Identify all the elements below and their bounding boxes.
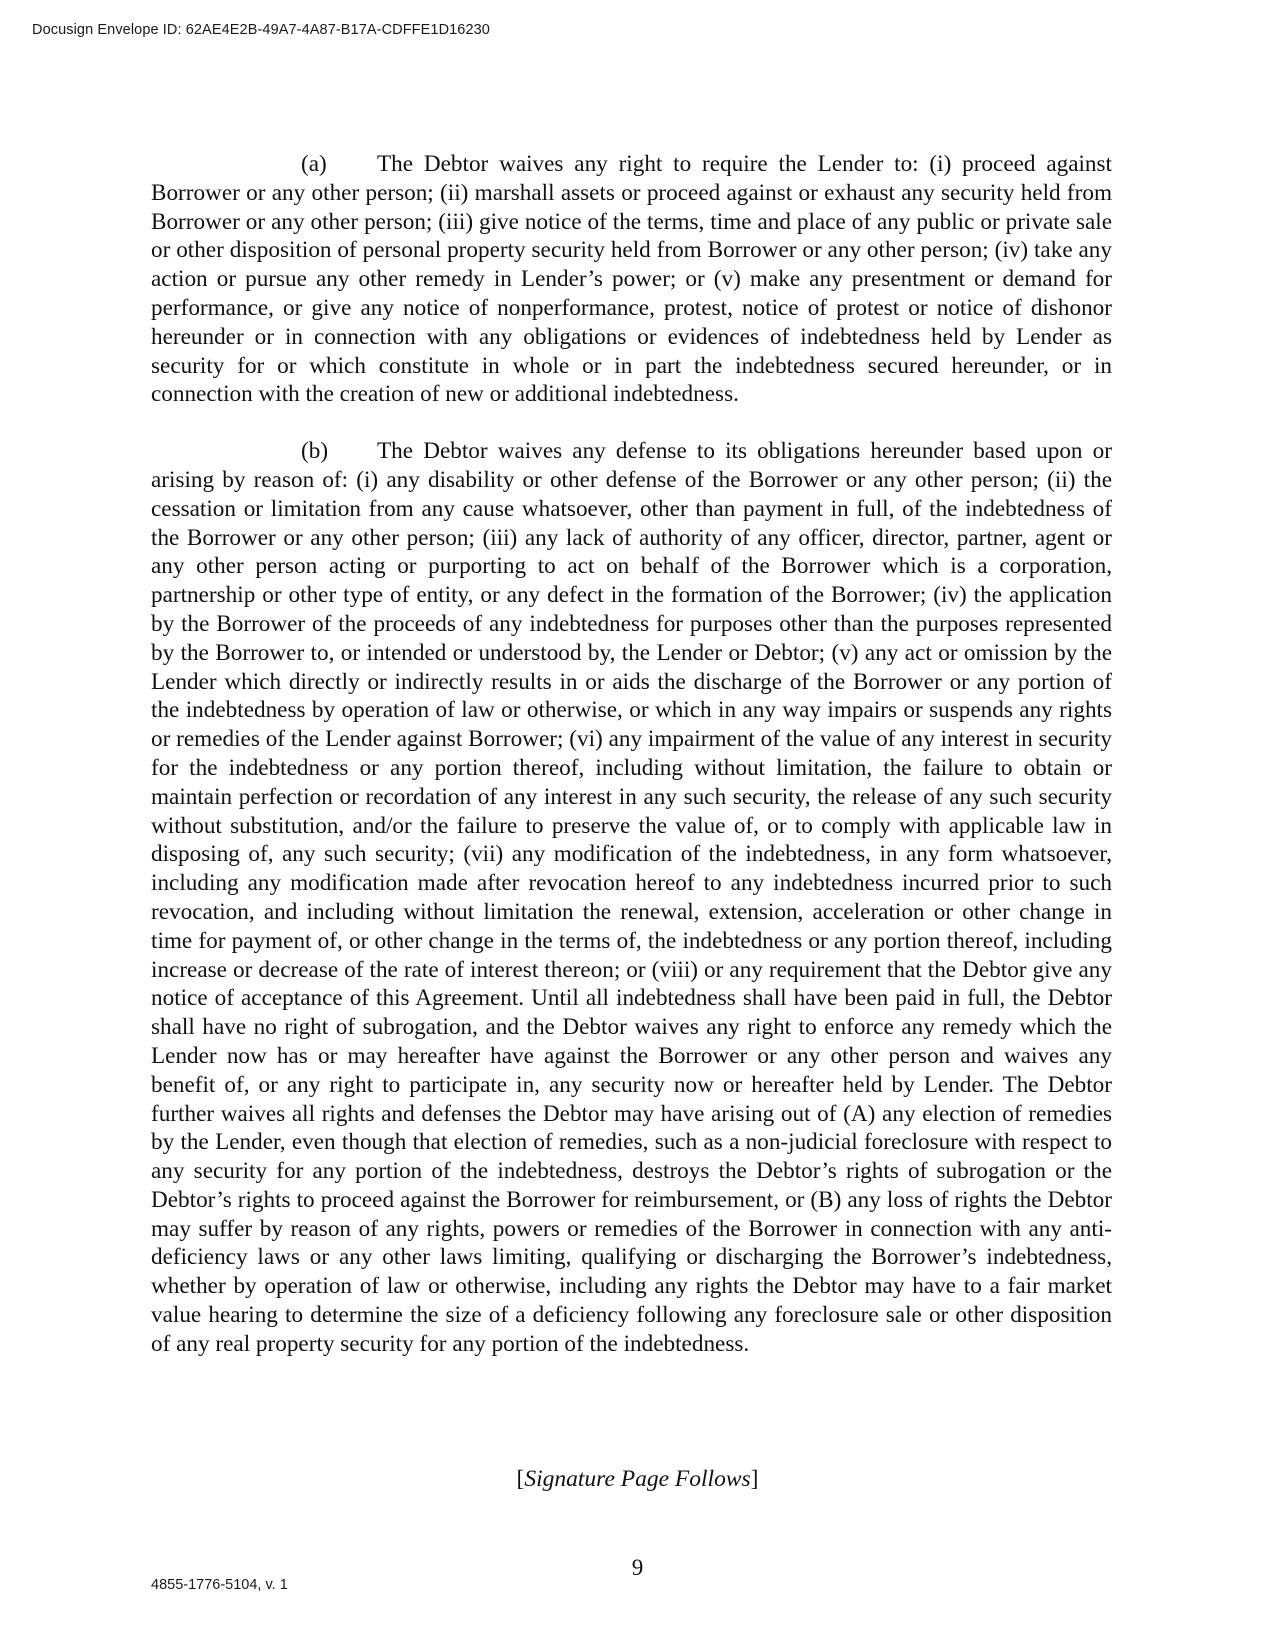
- document-body: [151, 150, 1112, 1359]
- paragraph-a: [151, 150, 1112, 409]
- signature-note-text: Signature Page Follows: [524, 1466, 751, 1492]
- paragraph-label: (a): [301, 151, 327, 177]
- close-bracket: ]: [750, 1466, 759, 1492]
- page-number: 9: [631, 1555, 644, 1580]
- paragraph-b: [151, 437, 1112, 1359]
- envelope-id: Docusign Envelope ID: 62AE4E2B-49A7-4A87-B17A-CDFFE1D16230: [32, 22, 490, 38]
- paragraph-text: The Debtor waives any right to require the Lender to: (i) proceed against Borrower or any other person; (ii) marshall assets or proceed against or exhaust any security held from Borrower or any other person; (iii) give notice of the terms, time and place of any public or private sale or other disposition of personal property security held from Borrower or any other person; (iv) take any action or pursue any other remedy in Lender’s power; or (v) make any presentment or demand for performance, or give any notice of nonperformance, protest, notice of protest or notice of dishonor hereunder or in connection with any obligations or evidences of indebtedness held by Lender as security for or which constitute in whole or in part the indebtedness secured hereunder, or in connection with the creation of new or additional indebtedness.: [151, 151, 1112, 408]
- paragraph-label: (b): [301, 438, 329, 465]
- document-id: 4855-1776-5104, v. 1: [151, 1577, 288, 1593]
- open-bracket: [: [516, 1466, 525, 1492]
- signature-page-follows: [0, 1466, 1275, 1493]
- paragraph-text: The Debtor waives any defense to its obligations hereunder based upon or arising by reason of: (i) any disability or other defense of the Borrower or any other person; (ii) the cessation or limitation from any cause whatsoever, other than payment in full, of the indebtedness of the Borrower or any other person; (iii) any lack of authority of any officer, director, partner, agent or any other person acting or purporting to act on behalf of the Borrower which is a corporation, partnership or other type of entity, or any defect in the formation of the Borrower; (iv) the application by the Borrower of the proceeds of any indebtedness for purposes other than the purposes represented by the Borrower to, or intended or understood by, the Lender or Debtor; (v) any act or omission by the Lender which directly or indirectly results in or aids the discharge of the Borrower or any portion of the indebtedness by operation of law or otherwise, or which in any way impairs or suspends any rights or remedies of the Lender against Borrower; (vi) any impairment of the value of any interest in security for the indebtedness or any portion thereof, including without limitation, the failure to obtain or maintain perfection or recordation of any interest in any such security, the release of any such security without substitution, and/or the failure to preserve the value of, or to comply with applicable law in disposing of, any such security; (vii) any modification of the indebtedness, in any form whatsoever, including any modification made after revocation hereof to any indebtedness incurred prior to such revocation, and including without limitation the renewal, extension, acceleration or other change in time for payment of, or other change in the terms of, the indebtedness or any portion thereof, including increase or decrease of the rate of interest thereon; or (viii) or any requirement that the Debtor give any notice of acceptance of this Agreement. Until all indebtedness shall have been paid in full, the Debtor shall have no right of subrogation, and the Debtor waives any right to enforce any remedy which the Lender now has or may hereafter have against the Borrower or any other person and waives any benefit of, or any right to participate in, any security now or hereafter held by Lender. The Debtor further waives all rights and defenses the Debtor may have arising out of (A) any election of remedies by the Lender, even though that election of remedies, such as a non-judicial foreclosure with respect to any security for any portion of the indebtedness, destroys the Debtor’s rights of subrogation or the Debtor’s rights to proceed against the Borrower for reimbursement, or (B) any loss of rights the Debtor may suffer by reason of any rights, powers or remedies of the Borrower in connection with any anti-deficiency laws or any other laws limiting, qualifying or discharging the Borrower’s indebtedness, whether by operation of law or otherwise, including any rights the Debtor may have to a fair market value hearing to determine the size of a deficiency following any foreclosure sale or other disposition of any real property security for any portion of the indebtedness.: [151, 438, 1112, 1357]
